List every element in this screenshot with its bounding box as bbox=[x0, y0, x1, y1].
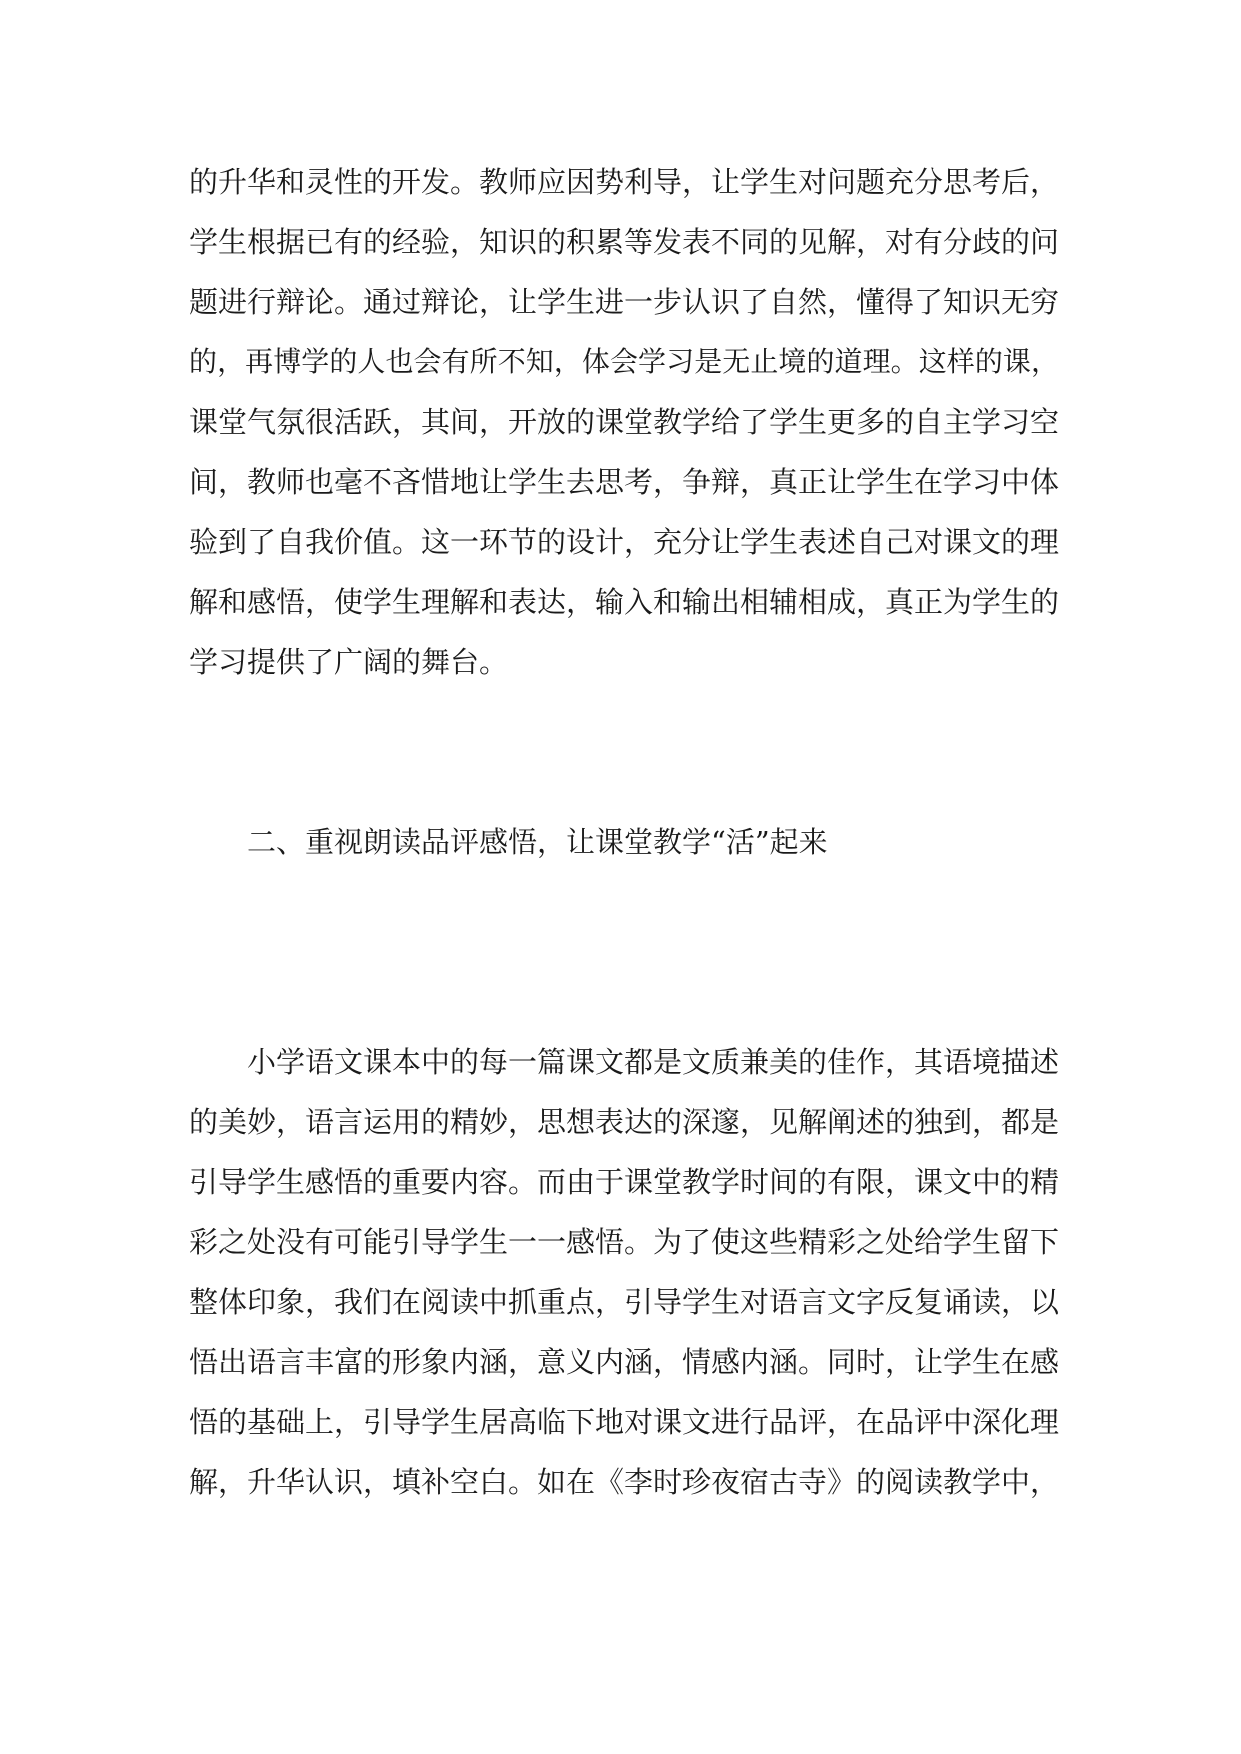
text-line: 的升华和灵性的开发。教师应因势利导，让学生对问题充分思考后， bbox=[189, 165, 1060, 199]
text-line: 悟的基础上，引导学生居高临下地对课文进行品评，在品评中深化理 bbox=[189, 1405, 1060, 1439]
text-line: 彩之处没有可能引导学生一一感悟。为了使这些精彩之处给学生留下 bbox=[189, 1225, 1060, 1259]
text-line: 题进行辩论。通过辩论，让学生进一步认识了自然，懂得了知识无穷 bbox=[189, 285, 1060, 319]
text-line: 验到了自我价值。这一环节的设计，充分让学生表述自己对课文的理 bbox=[189, 525, 1060, 559]
text-line: 解，升华认识，填补空白。如在《李时珍夜宿古寺》的阅读教学中， bbox=[189, 1465, 1060, 1499]
section-heading: 二、重视朗读品评感悟，让课堂教学“活”起来 bbox=[247, 825, 828, 859]
text-line: 的美妙，语言运用的精妙，思想表达的深邃，见解阐述的独到，都是 bbox=[189, 1105, 1060, 1139]
text-line: 解和感悟，使学生理解和表达，输入和输出相辅相成，真正为学生的 bbox=[189, 585, 1060, 619]
text-line: 引导学生感悟的重要内容。而由于课堂教学时间的有限，课文中的精 bbox=[189, 1165, 1060, 1199]
text-line: 学习提供了广阔的舞台。 bbox=[189, 645, 509, 679]
text-line: 整体印象，我们在阅读中抓重点，引导学生对语言文字反复诵读，以 bbox=[189, 1285, 1060, 1319]
text-line: 悟出语言丰富的形象内涵，意义内涵，情感内涵。同时，让学生在感 bbox=[189, 1345, 1060, 1379]
text-line: 课堂气氛很活跃，其间，开放的课堂教学给了学生更多的自主学习空 bbox=[189, 405, 1060, 439]
text-line: 学生根据已有的经验，知识的积累等发表不同的见解，对有分歧的问 bbox=[189, 225, 1060, 259]
text-line: 的，再博学的人也会有所不知，体会学习是无止境的道理。这样的课， bbox=[189, 345, 1059, 378]
text-line: 小学语文课本中的每一篇课文都是文质兼美的佳作，其语境描述 bbox=[247, 1045, 1060, 1079]
text-line: 间，教师也毫不吝惜地让学生去思考，争辩，真正让学生在学习中体 bbox=[189, 465, 1060, 499]
